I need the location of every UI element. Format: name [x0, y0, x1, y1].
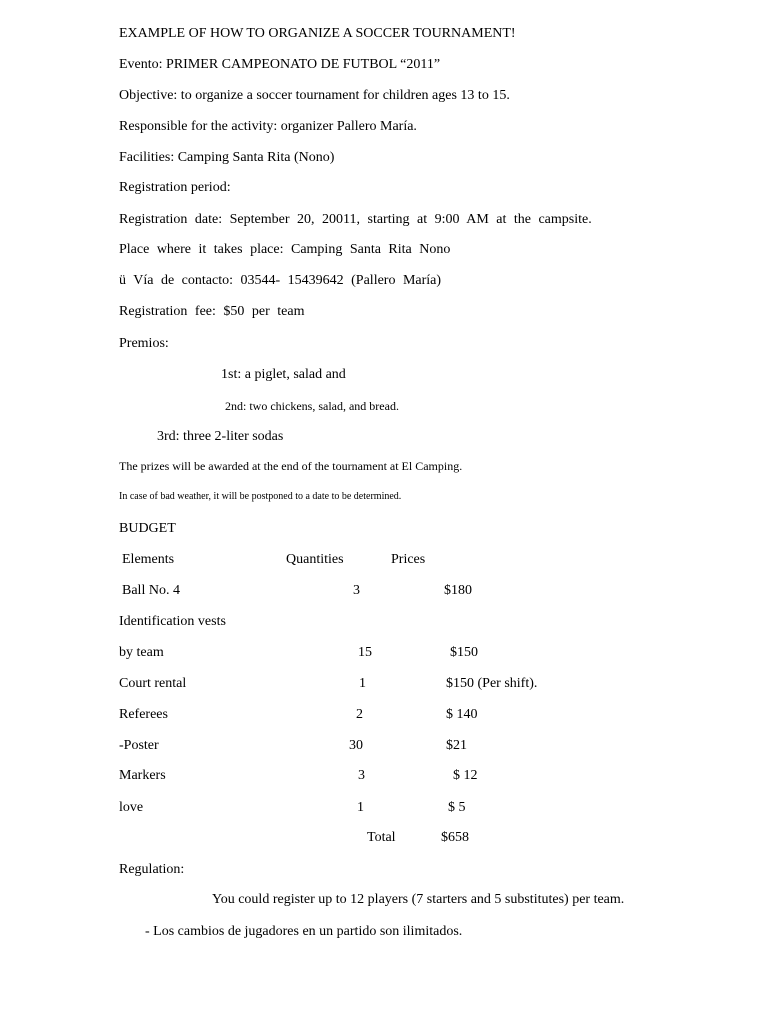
budget-row-element: Markers	[119, 768, 166, 783]
budget-row-price: $150	[450, 645, 478, 660]
budget-row-element: -Poster	[119, 738, 159, 753]
budget-row-element: love	[119, 800, 144, 815]
budget-col-prices: Prices	[391, 552, 426, 567]
budget-row-quantity: 1	[359, 676, 366, 691]
budget-row-quantity: 15	[358, 645, 372, 660]
budget-row-price: $ 12	[453, 768, 478, 783]
budget-row-element: Ball No. 4	[122, 583, 180, 598]
registration-date-line: Registration date: September 20, 20011, starting at 9:00 AM at the campsite.	[119, 212, 592, 227]
prize-third: 3rd: three 2-liter sodas	[157, 429, 284, 444]
responsible-line: Responsible for the activity: organizer Pallero María.	[119, 119, 417, 134]
fee-line: Registration fee: $50 per team	[119, 304, 305, 319]
budget-row-price: $ 140	[446, 707, 478, 722]
budget-total-value: $658	[441, 830, 469, 845]
budget-row-price: $150 (Per shift).	[446, 676, 538, 691]
budget-col-quantities: Quantities	[286, 552, 344, 567]
document-title: EXAMPLE OF HOW TO ORGANIZE A SOCCER TOURNAMENT!	[119, 26, 516, 41]
budget-row-price: $ 5	[448, 800, 466, 815]
budget-row-quantity: 3	[353, 583, 360, 598]
budget-row-quantity: 2	[356, 707, 363, 722]
weather-note: In case of bad weather, it will be postponed to a date to be determined.	[119, 491, 402, 502]
budget-row-element: Court rental	[119, 676, 187, 691]
regulation-line: You could register up to 12 players (7 starters and 5 substitutes) per team.	[212, 892, 625, 907]
facilities-line: Facilities: Camping Santa Rita (Nono)	[119, 150, 335, 165]
budget-row-element: by team	[119, 645, 164, 660]
budget-row-element: Identification vests	[119, 614, 226, 629]
budget-col-elements: Elements	[122, 552, 175, 567]
registration-period-line: Registration period:	[119, 180, 231, 195]
budget-row-element: Referees	[119, 707, 168, 722]
event-line: Evento: PRIMER CAMPEONATO DE FUTBOL “2011”	[119, 57, 441, 72]
prize-second: 2nd: two chickens, salad, and bread.	[225, 399, 399, 413]
budget-row-price: $180	[444, 583, 472, 598]
prize-first: 1st: a piglet, salad and	[221, 367, 346, 382]
prizes-heading: Premios:	[119, 336, 169, 351]
budget-heading: BUDGET	[119, 521, 176, 536]
budget-total-label: Total	[367, 830, 396, 845]
prizes-awarded-note: The prizes will be awarded at the end of the tournament at El Camping.	[119, 459, 463, 473]
place-line: Place where it takes place: Camping Santa Rita Nono	[119, 242, 451, 257]
regulation-heading: Regulation:	[119, 862, 185, 877]
budget-row-quantity: 30	[349, 738, 363, 753]
regulation-line: - Los cambios de jugadores en un partido son ilimitados.	[145, 924, 463, 939]
budget-row-quantity: 1	[357, 800, 364, 815]
budget-row-quantity: 3	[358, 768, 365, 783]
contact-line: ü Vía de contacto: 03544- 15439642 (Pallero María)	[119, 273, 442, 288]
budget-row-price: $21	[446, 738, 467, 753]
objective-line: Objective: to organize a soccer tournament for children ages 13 to 15.	[119, 88, 510, 103]
